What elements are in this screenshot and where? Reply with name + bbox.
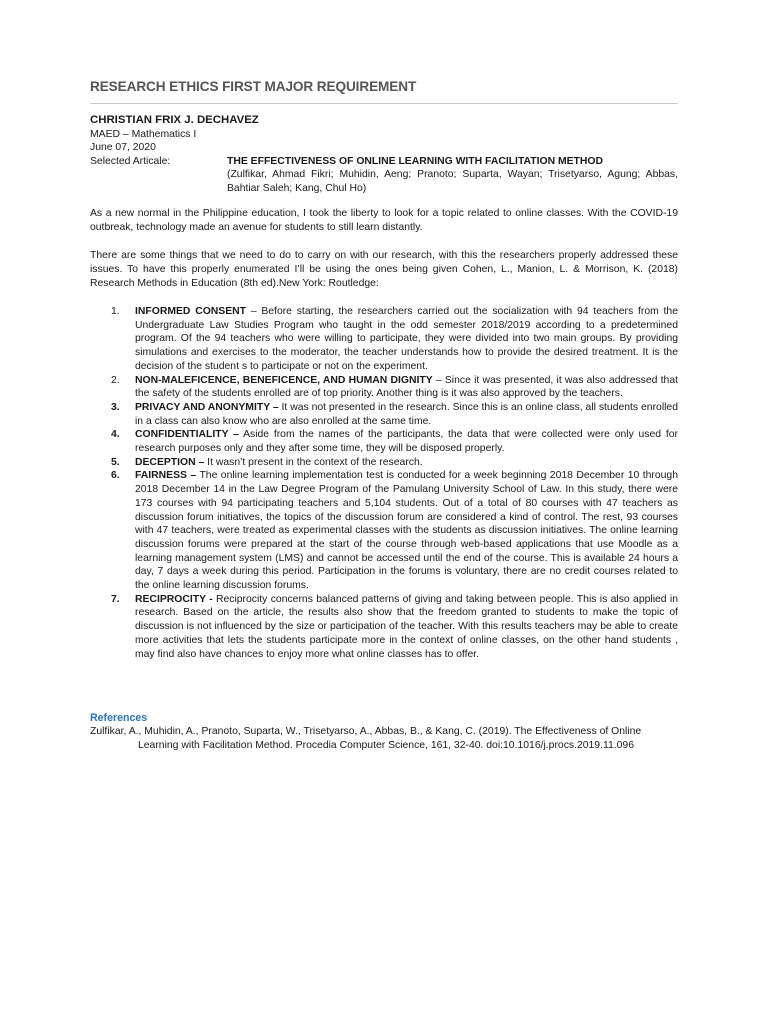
selected-article-details [227,155,678,196]
item-heading: PRIVACY AND ANONYMITY – [135,401,279,413]
selected-article-label: Selected Articale: [90,155,171,167]
document-title: RESEARCH ETHICS FIRST MAJOR REQUIREMENT [90,78,678,104]
item-number: 2. [111,374,120,386]
item-heading: INFORMED CONSENT [135,306,246,317]
item-body [135,593,678,662]
item-heading: FAIRNESS – [135,470,197,482]
ethics-item-confidentiality [90,428,678,455]
item-text: Reciprocity concerns balanced patterns of giving and taking between people. This is also applied in research. Based on the article, the results also show that the freedom granted to students to make the topic of discussion is not influenced by the size or participation of the teacher. With this results teachers may be able to create more activities that lets the students participate more in the context of online classes, on the other hand students , may find also have chances to enjoy more what online classes has to offer. [135,593,679,660]
item-number: 6. [111,470,120,482]
intro-paragraph: As a new normal in the Philippine education, I took the liberty to look for a topic related to online classes. With the COVID-19 outbreak, technology made an avenue for students to still learn distantly. [90,208,678,233]
item-body [135,428,678,455]
item-number: 3. [111,401,120,413]
ethics-item-privacy [90,401,678,428]
item-body [135,469,678,592]
item-number: 1. [111,306,120,317]
item-body [135,374,678,401]
article-title: THE EFFECTIVENESS OF ONLINE LEARNING WITH FACILITATION METHOD [227,155,603,167]
item-text: Aside from the names of the participants, the data that were collected were only used for research purposes only and they after some time, they will be disposed properly. [135,429,678,455]
item-number: 7. [111,593,120,605]
ethics-item-fairness [90,469,678,592]
ethics-item-deception [90,456,678,470]
item-heading: CONFIDENTIALITY – [135,429,239,441]
item-heading: RECIPROCITY - [135,593,213,605]
ethics-list [90,305,678,661]
item-number: 4. [111,429,120,441]
document-page [90,78,678,753]
item-body [135,401,678,428]
article-authors: (Zulfikar, Ahmad Fikri; Muhidin, Aeng; Pranoto; Suparta, Wayan; Trisetyarso, Agung; Abbas, Bahtiar Saleh; Kang, Chul Ho) [227,169,678,194]
item-text: – Before starting, the researchers carried out the socialization with 94 teachers from the Undergraduate Law Studies Program who taught in the odd semester 2018/2019 according to a predetermined program. Of the 94 teachers who were willing to participate, they were divided into two main groups. By providing simulations and exercises to the moderator, the teacher understands how to provide the desired treatment. It is the decision of the student s to participate or not on the experiment. [135,306,678,372]
item-body [135,305,678,374]
item-text: – Since it was presented, it was also addressed that the safety of the students enrolled are of top priority. Another thing is it was also approved by the teachers. [135,374,678,400]
ethics-item-reciprocity [90,593,678,662]
item-text: The online learning implementation test is conducted for a week beginning 2018 December 10 through 2018 December 14 in the Law Degree Program of the Pamulang University School of Law. In this study, there were 173 courses with 94 participating teachers and 5,104 students. Out of a total of 80 courses with 47 teachers as discussion forum initiatives, the topics of the discussion forum are considered a kind of control. The rest, 93 courses with 47 teachers, were treated as experimental classes with the students as discussion initiatives. The online learning discussion forums were prepared at the start of the course through web-based applications that use Moodle as a learning management system (LMS) and cannot be accessed until the end of the course. This is available 24 hours a day, 7 days a week during this period. Participation in the forums is voluntary, there are no credit courses related to the online learning discussion forums. [135,470,678,592]
author-name: CHRISTIAN FRIX J. DECHAVEZ [90,114,259,126]
item-number: 5. [111,456,120,468]
program-line: MAED – Mathematics I [90,128,197,140]
date-line: June 07, 2020 [90,142,156,153]
item-heading: NON-MALEFICENCE, BENEFICENCE, AND HUMAN DIGNITY [135,374,433,386]
item-text: It wasn’t present in the context of the research. [204,456,423,468]
references-heading: References [90,712,148,725]
lead-paragraph: There are some things that we need to do to carry on with our research, with this the researchers properly addressed these issues. To have this properly enumerated I’ll be using the ones being given Cohen, L., Manion, L. & Morrison, K. (2018) Research Methods in Education (8th ed).New York: Routledge: [90,250,678,289]
item-text: It was not presented in the research. Since this is an online class, all students enrolled in a class can also know who are also enrolled at the same time. [135,401,678,427]
item-body [135,456,678,470]
ethics-item-non-maleficence [90,374,678,401]
ethics-item-informed-consent [90,305,678,374]
reference-entry: Zulfikar, A., Muhidin, A., Pranoto, Suparta, W., Trisetyarso, A., Abbas, B., & Kang, C. (2019). The Effectiveness of Online Learning with Facilitation Method. Procedia Computer Science, 161, 32-40. doi:10.1016/j.procs.2019.11.096 [90,726,642,752]
selected-article [90,155,678,196]
item-heading: DECEPTION – [135,456,205,468]
